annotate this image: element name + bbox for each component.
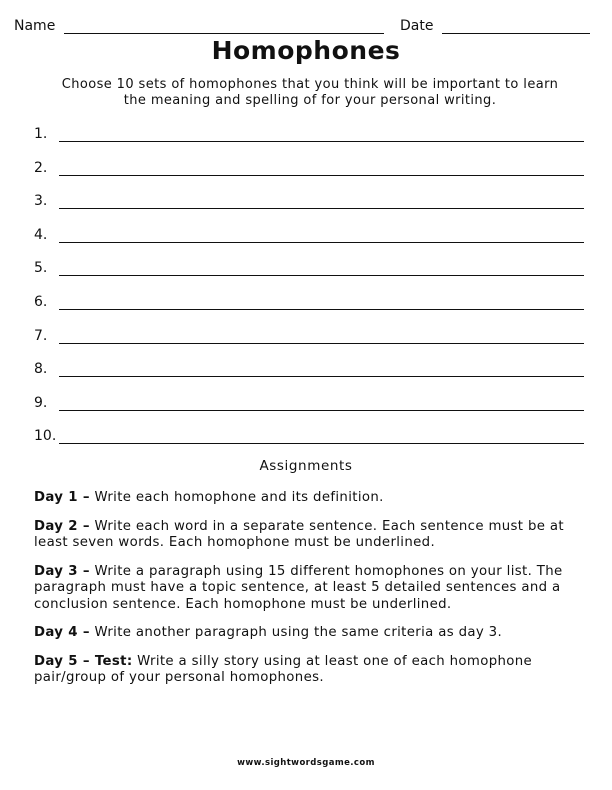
day-label: Day 3 – — [34, 563, 90, 579]
row-number: 7. — [34, 327, 48, 344]
row-number: 5. — [34, 260, 48, 277]
list-row — [34, 393, 584, 427]
list-row — [34, 326, 584, 360]
assignments-heading: Assignments — [259, 458, 353, 474]
name-field[interactable] — [64, 33, 384, 34]
list-row — [34, 158, 584, 192]
date-field[interactable] — [442, 33, 590, 34]
row-number: 9. — [34, 394, 48, 411]
day-text: Write each word in a separate sentence. Each sentence must be at least seven words. Each homophone must be underlined. — [34, 518, 564, 550]
instructions: Choose 10 sets of homophones that you think will be important to learn the meaning and spelling of for your personal writing. — [61, 77, 559, 108]
homophone-list — [34, 124, 584, 460]
day-text: Write a silly story using at least one of each homophone pair/group of your personal homophones. — [34, 653, 533, 685]
answer-line[interactable] — [59, 376, 584, 377]
row-number: 8. — [34, 361, 48, 378]
list-row — [34, 426, 584, 460]
answer-line[interactable] — [59, 208, 584, 209]
day-text: Write another paragraph using the same criteria as day 3. — [94, 625, 503, 640]
list-row — [34, 258, 584, 292]
page-title: Homophones — [211, 36, 401, 65]
row-number: 1. — [34, 126, 48, 142]
list-row — [34, 124, 584, 158]
row-number: 6. — [34, 293, 48, 310]
answer-line[interactable] — [59, 242, 584, 243]
answer-line[interactable] — [59, 443, 584, 444]
assignment-day-4 — [34, 625, 590, 642]
day-text: Write a paragraph using 15 different homophones on your list. The paragraph must have a topic sentence, at least 5 detailed sentences and a conclusion sentence. Each homophone must be underlined. — [34, 563, 563, 612]
day-label: Day 2 – — [34, 518, 90, 534]
list-row — [34, 292, 584, 326]
assignment-list — [34, 490, 590, 699]
footer-url: www.sightwordsgame.com — [237, 758, 375, 768]
assignment-day-2 — [34, 519, 590, 552]
name-label: Name — [14, 18, 56, 34]
assignment-day-3 — [34, 564, 590, 614]
answer-line[interactable] — [59, 343, 584, 344]
day-label: Day 1 – — [34, 490, 90, 505]
list-row — [34, 359, 584, 393]
row-number: 10. — [34, 428, 57, 445]
list-row — [34, 191, 584, 225]
header — [14, 16, 590, 36]
row-number: 4. — [34, 226, 48, 243]
answer-line[interactable] — [59, 175, 584, 176]
day-label: Day 4 – — [34, 625, 90, 640]
answer-line[interactable] — [59, 410, 584, 411]
assignment-day-1 — [34, 490, 590, 507]
day-text: Write each homophone and its definition. — [94, 490, 384, 505]
row-number: 3. — [34, 193, 48, 210]
answer-line[interactable] — [59, 309, 584, 310]
date-label: Date — [400, 18, 434, 34]
answer-line[interactable] — [59, 275, 584, 276]
assignment-day-5 — [34, 654, 590, 687]
list-row — [34, 225, 584, 259]
row-number: 2. — [34, 159, 48, 176]
day-label: Day 5 – Test: — [34, 653, 133, 669]
answer-line[interactable] — [59, 141, 584, 142]
